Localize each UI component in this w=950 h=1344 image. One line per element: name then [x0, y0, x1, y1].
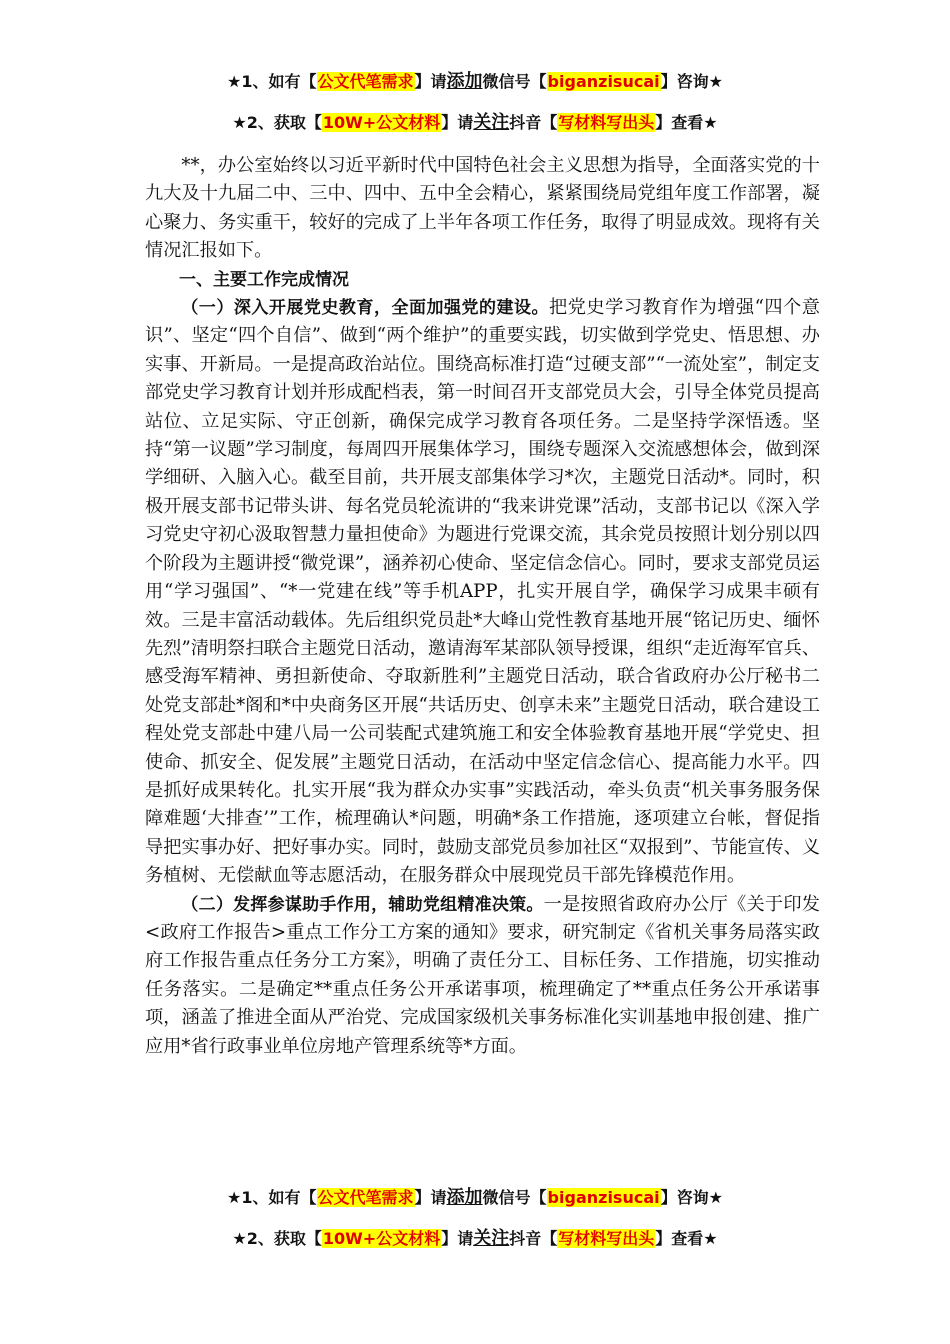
section-1-paragraph — [145, 294, 820, 891]
banner-text: 】咨询★ — [660, 1188, 723, 1207]
banner-text: ★2、获取【 — [232, 1229, 322, 1248]
emphasis-text: 添加 — [446, 1187, 483, 1208]
banner-text: 微信号【 — [482, 1188, 547, 1207]
banner-text: 】请 — [414, 1188, 447, 1207]
banner-text: 】请 — [441, 113, 474, 132]
intro-paragraph: **，办公室始终以习近平新时代中国特色社会主义思想为指导，全面落实党的十九大及十九届二中、三中、四中、五中全会精心，紧紧围绕局党组年度工作部署，凝心聚力、务实重干，较好的完成了上半年各项工作任务，取得了明显成效。现将有关情况汇报如下。 — [145, 155, 820, 262]
section-1-title: （一）深入开展党史教育，全面加强党的建设。 — [181, 298, 549, 319]
section-2-title: （二）发挥参谋助手作用，辅助党组精准决策。 — [181, 894, 544, 915]
banner-text: 】咨询★ — [660, 72, 723, 91]
banner-text: 抖音【 — [509, 113, 558, 132]
highlight-text: 公文代笔需求 — [317, 1188, 414, 1207]
banner-text: 】请 — [441, 1229, 474, 1248]
emphasis-text: 添加 — [446, 71, 483, 92]
document-body — [145, 152, 820, 1061]
footer-banner-line-2 — [0, 1227, 950, 1251]
section-2-paragraph — [145, 891, 820, 1061]
highlight-text: 公文代笔需求 — [317, 72, 414, 91]
section-1-text: 把党史学习教育作为增强“四个意识”、坚定“四个自信”、做到“两个维护”的重要实践，切实做到学党史、悟思想、办实事、开新局。一是提高政治站位。围绕高标准打造“过硬支部”“一流处室”，制定支部党史学习教育计划并形成配档表，第一时间召开支部党员大会，引导全体党员提高站位、立足实际、守正创新，确保完成学习教育各项任务。二是坚持学深悟透。坚持“第一议题”学习制度，每周四开展集体学习，围绕专题深入交流感想体会，做到深学细研、入脑入心。截至目前，共开展支部集体学习*次，主题党日活动*。同时，积极开展支部书记带头讲、每名党员轮流讲的“我来讲党课”活动，支部书记以《深入学习党史守初心汲取智慧力量担使命》为题进行党课交流，其余党员按照计划分别以四个阶段为主题讲授“微党课”，涵养初心使命、坚定信念信心。同时，要求支部党员运用“学习强国”、“*一党建在线”等手机APP，扎实开展自学，确保学习成果丰硕有效。三是丰富活动载体。先后组织党员赴*大峰山党性教育基地开展“铭记历史、缅怀先烈”清明祭扫联合主题党日活动，邀请海军某部队领导授课，组织“走近海军官兵、感受海军精神、勇担新使命、夺取新胜利”主题党日活动，联合省政府办公厅秘书二处党支部赴*阁和*中央商务区开展“共话历史、创享未来”主题党日活动，联合建设工程处党支部赴中建八局一公司装配式建筑施工和安全体验教育基地开展“学党史、担使命、抓安全、促发展”主题党日活动，在活动中坚定信念信心、提高能力水平。四是抓好成果转化。扎实开展“我为群众办实事”实践活动，牵头负责“机关事务服务保障难题‘大排查’”工作，梳理确认*问题，明确*条工作措施，逐项建立台帐，督促指导把实事办好、把好事办实。同时，鼓励支部党员参加社区“双报到”、节能宣传、义务植树、无偿献血等志愿活动，在服务群众中展现党员干部先锋模范作用。 — [145, 297, 820, 887]
banner-line-1 — [0, 70, 950, 94]
section-2-text: 一是按照省政府办公厅《关于印发<政府工作报告>重点工作分工方案的通知》要求，研究制定《省机关事务局落实政府工作报告重点任务分工方案》，明确了责任分工、目标任务、工作措施，切实推动任务落实。二是确定**重点任务公开承诺事项，梳理确定了**重点任务公开承诺事项，涵盖了推进全面从严治党、完成国家级机关事务标准化实训基地申报创建、推广应用*省行政事业单位房地产管理系统等*方面。 — [145, 893, 820, 1057]
banner-text: 】请 — [414, 72, 447, 91]
banner-line-2 — [0, 111, 950, 135]
section-heading: 一、主要工作完成情况 — [179, 269, 349, 290]
highlight-text: 10W+公文材料 — [322, 113, 441, 132]
banner-text: ★1、如有【 — [227, 72, 317, 91]
banner-text: 】查看★ — [655, 1229, 718, 1248]
footer-banner-line-1 — [0, 1186, 950, 1210]
highlight-text: 写材料写出头 — [558, 113, 655, 132]
banner-text: 微信号【 — [482, 72, 547, 91]
banner-text: ★1、如有【 — [227, 1188, 317, 1207]
highlight-text: biganzisucai — [547, 1188, 660, 1207]
banner-text: ★2、获取【 — [232, 113, 322, 132]
emphasis-text: 关注 — [473, 1228, 510, 1249]
emphasis-text: 关注 — [473, 112, 510, 133]
highlight-text: 10W+公文材料 — [322, 1229, 441, 1248]
highlight-text: 写材料写出头 — [558, 1229, 655, 1248]
highlight-text: biganzisucai — [547, 72, 660, 91]
banner-text: 】查看★ — [655, 113, 718, 132]
banner-text: 抖音【 — [509, 1229, 558, 1248]
